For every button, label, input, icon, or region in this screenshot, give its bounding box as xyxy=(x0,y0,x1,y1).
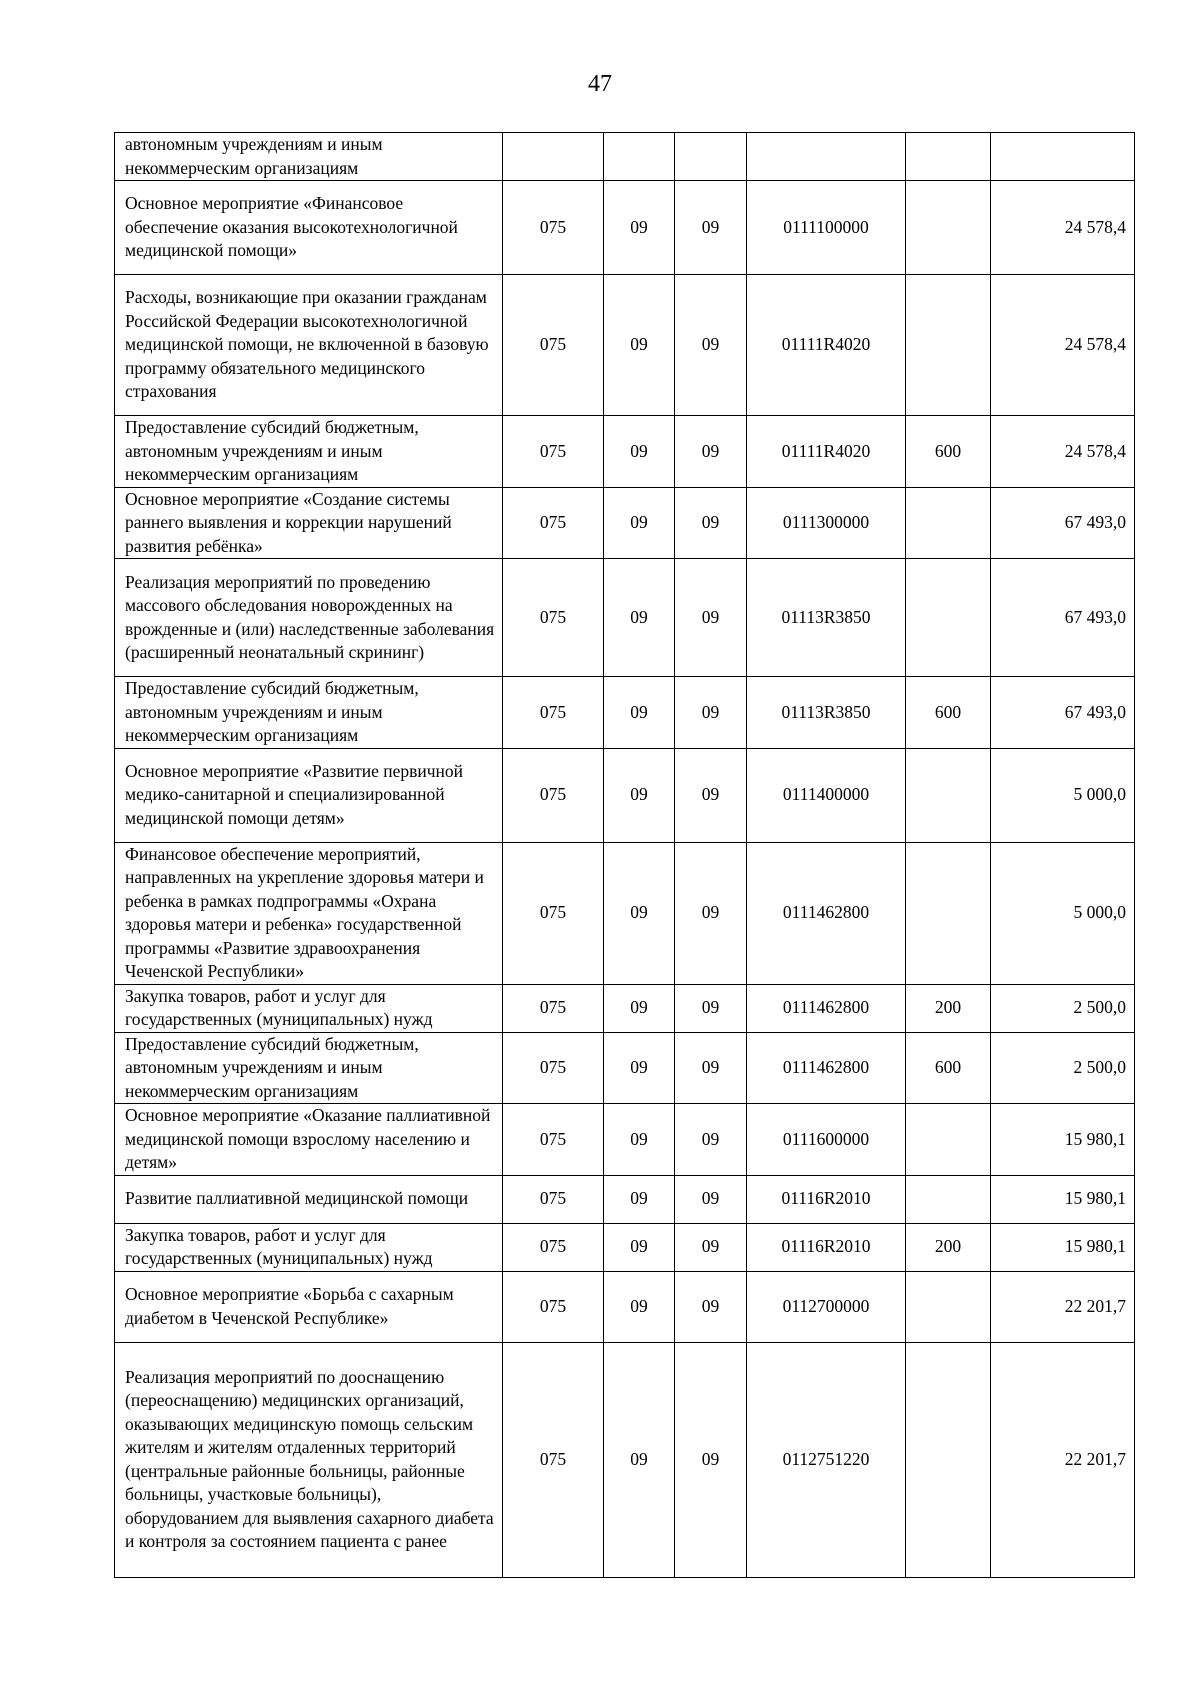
row-vr: 600 xyxy=(906,416,991,488)
table-row xyxy=(115,275,1135,416)
row-sum: 15 980,1 xyxy=(991,1175,1135,1223)
row-pr: 09 xyxy=(675,487,747,559)
row-sum: 5 000,0 xyxy=(991,748,1135,842)
row-pr: 09 xyxy=(675,984,747,1032)
table-row xyxy=(115,748,1135,842)
row-ved: 075 xyxy=(503,559,604,677)
row-pr: 09 xyxy=(675,181,747,275)
row-vr xyxy=(906,1271,991,1342)
table-row xyxy=(115,1032,1135,1104)
row-name: Основное мероприятие «Оказание паллиативной медицинской помощи взрослому населению и детям» xyxy=(115,1104,503,1176)
row-pr: 09 xyxy=(675,1032,747,1104)
row-rz: 09 xyxy=(604,1342,675,1577)
table-row xyxy=(115,559,1135,677)
row-ved: 075 xyxy=(503,487,604,559)
row-sum: 2 500,0 xyxy=(991,984,1135,1032)
row-name: Реализация мероприятий по проведению массового обследования новорожденных на врожденные и (или) наследственные заболевания (расширенный неонатальный скрининг) xyxy=(115,559,503,677)
row-ved: 075 xyxy=(503,1104,604,1176)
row-vr: 200 xyxy=(906,984,991,1032)
row-rz: 09 xyxy=(604,677,675,749)
table-row xyxy=(115,181,1135,275)
row-ved: 075 xyxy=(503,677,604,749)
table-row xyxy=(115,133,1135,181)
row-csr: 01111R4020 xyxy=(747,416,906,488)
row-csr: 0112700000 xyxy=(747,1271,906,1342)
row-pr: 09 xyxy=(675,1104,747,1176)
row-pr: 09 xyxy=(675,1175,747,1223)
row-name: Основное мероприятие «Борьба с сахарным диабетом в Чеченской Республике» xyxy=(115,1271,503,1342)
row-pr xyxy=(675,133,747,181)
row-csr: 01113R3850 xyxy=(747,559,906,677)
row-sum: 67 493,0 xyxy=(991,677,1135,749)
table-row xyxy=(115,416,1135,488)
row-ved: 075 xyxy=(503,416,604,488)
row-pr: 09 xyxy=(675,748,747,842)
row-vr xyxy=(906,1175,991,1223)
row-rz: 09 xyxy=(604,1175,675,1223)
row-sum xyxy=(991,133,1135,181)
row-sum: 15 980,1 xyxy=(991,1104,1135,1176)
row-name: Реализация мероприятий по дооснащению (переоснащению) медицинских организаций, оказывающих медицинскую помощь сельским жителям и жителям отдаленных территорий (центральные районные больницы, районные больницы, участковые больницы), оборудованием для выявления сахарного диабета и контроля за состоянием пациента с ранее xyxy=(115,1342,503,1577)
row-vr xyxy=(906,842,991,984)
row-pr: 09 xyxy=(675,416,747,488)
row-name: автономным учреждениям и иным некоммерческим организациям xyxy=(115,133,503,181)
row-rz: 09 xyxy=(604,1104,675,1176)
row-pr: 09 xyxy=(675,1223,747,1271)
row-ved: 075 xyxy=(503,748,604,842)
row-sum: 2 500,0 xyxy=(991,1032,1135,1104)
table-row xyxy=(115,677,1135,749)
row-csr: 0111300000 xyxy=(747,487,906,559)
row-ved: 075 xyxy=(503,275,604,416)
row-rz: 09 xyxy=(604,842,675,984)
row-ved xyxy=(503,133,604,181)
table-row xyxy=(115,1271,1135,1342)
row-rz: 09 xyxy=(604,748,675,842)
row-csr: 01116R2010 xyxy=(747,1175,906,1223)
table-row xyxy=(115,1104,1135,1176)
row-ved: 075 xyxy=(503,1342,604,1577)
row-csr: 0111462800 xyxy=(747,1032,906,1104)
row-pr: 09 xyxy=(675,275,747,416)
row-csr: 0111400000 xyxy=(747,748,906,842)
row-pr: 09 xyxy=(675,677,747,749)
row-rz: 09 xyxy=(604,1223,675,1271)
row-rz: 09 xyxy=(604,559,675,677)
table-row xyxy=(115,842,1135,984)
row-name: Предоставление субсидий бюджетным, автономным учреждениям и иным некоммерческим организациям xyxy=(115,416,503,488)
budget-table-body xyxy=(115,133,1135,1578)
table-row xyxy=(115,1342,1135,1577)
row-name: Основное мероприятие «Развитие первичной медико-санитарной и специализированной медицинской помощи детям» xyxy=(115,748,503,842)
row-csr: 0111462800 xyxy=(747,842,906,984)
row-sum: 15 980,1 xyxy=(991,1223,1135,1271)
row-sum: 24 578,4 xyxy=(991,181,1135,275)
row-csr: 01111R4020 xyxy=(747,275,906,416)
row-rz: 09 xyxy=(604,1032,675,1104)
row-vr xyxy=(906,1342,991,1577)
table-row xyxy=(115,1175,1135,1223)
row-rz: 09 xyxy=(604,275,675,416)
row-sum: 67 493,0 xyxy=(991,559,1135,677)
row-ved: 075 xyxy=(503,842,604,984)
row-sum: 22 201,7 xyxy=(991,1342,1135,1577)
row-ved: 075 xyxy=(503,984,604,1032)
row-vr xyxy=(906,487,991,559)
row-csr: 01113R3850 xyxy=(747,677,906,749)
row-csr: 0112751220 xyxy=(747,1342,906,1577)
row-pr: 09 xyxy=(675,1271,747,1342)
budget-table xyxy=(114,132,1135,1578)
row-name: Закупка товаров, работ и услуг для государственных (муниципальных) нужд xyxy=(115,984,503,1032)
row-vr: 200 xyxy=(906,1223,991,1271)
row-pr: 09 xyxy=(675,1342,747,1577)
row-name: Развитие паллиативной медицинской помощи xyxy=(115,1175,503,1223)
row-name: Основное мероприятие «Финансовое обеспечение оказания высокотехнологичной медицинской помощи» xyxy=(115,181,503,275)
row-ved: 075 xyxy=(503,1032,604,1104)
table-row xyxy=(115,984,1135,1032)
row-ved: 075 xyxy=(503,181,604,275)
row-ved: 075 xyxy=(503,1271,604,1342)
table-row xyxy=(115,1223,1135,1271)
row-rz xyxy=(604,133,675,181)
row-csr: 0111600000 xyxy=(747,1104,906,1176)
row-pr: 09 xyxy=(675,842,747,984)
table-row xyxy=(115,487,1135,559)
page-number: 47 xyxy=(588,71,612,97)
row-rz: 09 xyxy=(604,181,675,275)
row-sum: 5 000,0 xyxy=(991,842,1135,984)
row-csr xyxy=(747,133,906,181)
row-name: Финансовое обеспечение мероприятий, направленных на укрепление здоровья матери и ребенка в рамках подпрограммы «Охрана здоровья матери и ребенка» государственной программы «Развитие здравоохранения Чеченской Республики» xyxy=(115,842,503,984)
row-vr: 600 xyxy=(906,1032,991,1104)
row-csr: 0111100000 xyxy=(747,181,906,275)
row-vr xyxy=(906,275,991,416)
row-ved: 075 xyxy=(503,1223,604,1271)
row-csr: 01116R2010 xyxy=(747,1223,906,1271)
row-name: Закупка товаров, работ и услуг для государственных (муниципальных) нужд xyxy=(115,1223,503,1271)
row-ved: 075 xyxy=(503,1175,604,1223)
row-name: Расходы, возникающие при оказании гражданам Российской Федерации высокотехнологичной медицинской помощи, не включенной в базовую программу обязательного медицинского страхования xyxy=(115,275,503,416)
row-rz: 09 xyxy=(604,984,675,1032)
row-pr: 09 xyxy=(675,559,747,677)
row-vr: 600 xyxy=(906,677,991,749)
row-sum: 24 578,4 xyxy=(991,275,1135,416)
row-vr xyxy=(906,559,991,677)
row-vr xyxy=(906,181,991,275)
row-vr xyxy=(906,133,991,181)
row-name: Предоставление субсидий бюджетным, автономным учреждениям и иным некоммерческим организациям xyxy=(115,1032,503,1104)
row-rz: 09 xyxy=(604,487,675,559)
row-rz: 09 xyxy=(604,416,675,488)
row-sum: 22 201,7 xyxy=(991,1271,1135,1342)
row-sum: 67 493,0 xyxy=(991,487,1135,559)
row-name: Основное мероприятие «Создание системы раннего выявления и коррекции нарушений развития ребёнка» xyxy=(115,487,503,559)
row-name: Предоставление субсидий бюджетным, автономным учреждениям и иным некоммерческим организациям xyxy=(115,677,503,749)
row-csr: 0111462800 xyxy=(747,984,906,1032)
row-vr xyxy=(906,748,991,842)
row-rz: 09 xyxy=(604,1271,675,1342)
row-vr xyxy=(906,1104,991,1176)
row-sum: 24 578,4 xyxy=(991,416,1135,488)
